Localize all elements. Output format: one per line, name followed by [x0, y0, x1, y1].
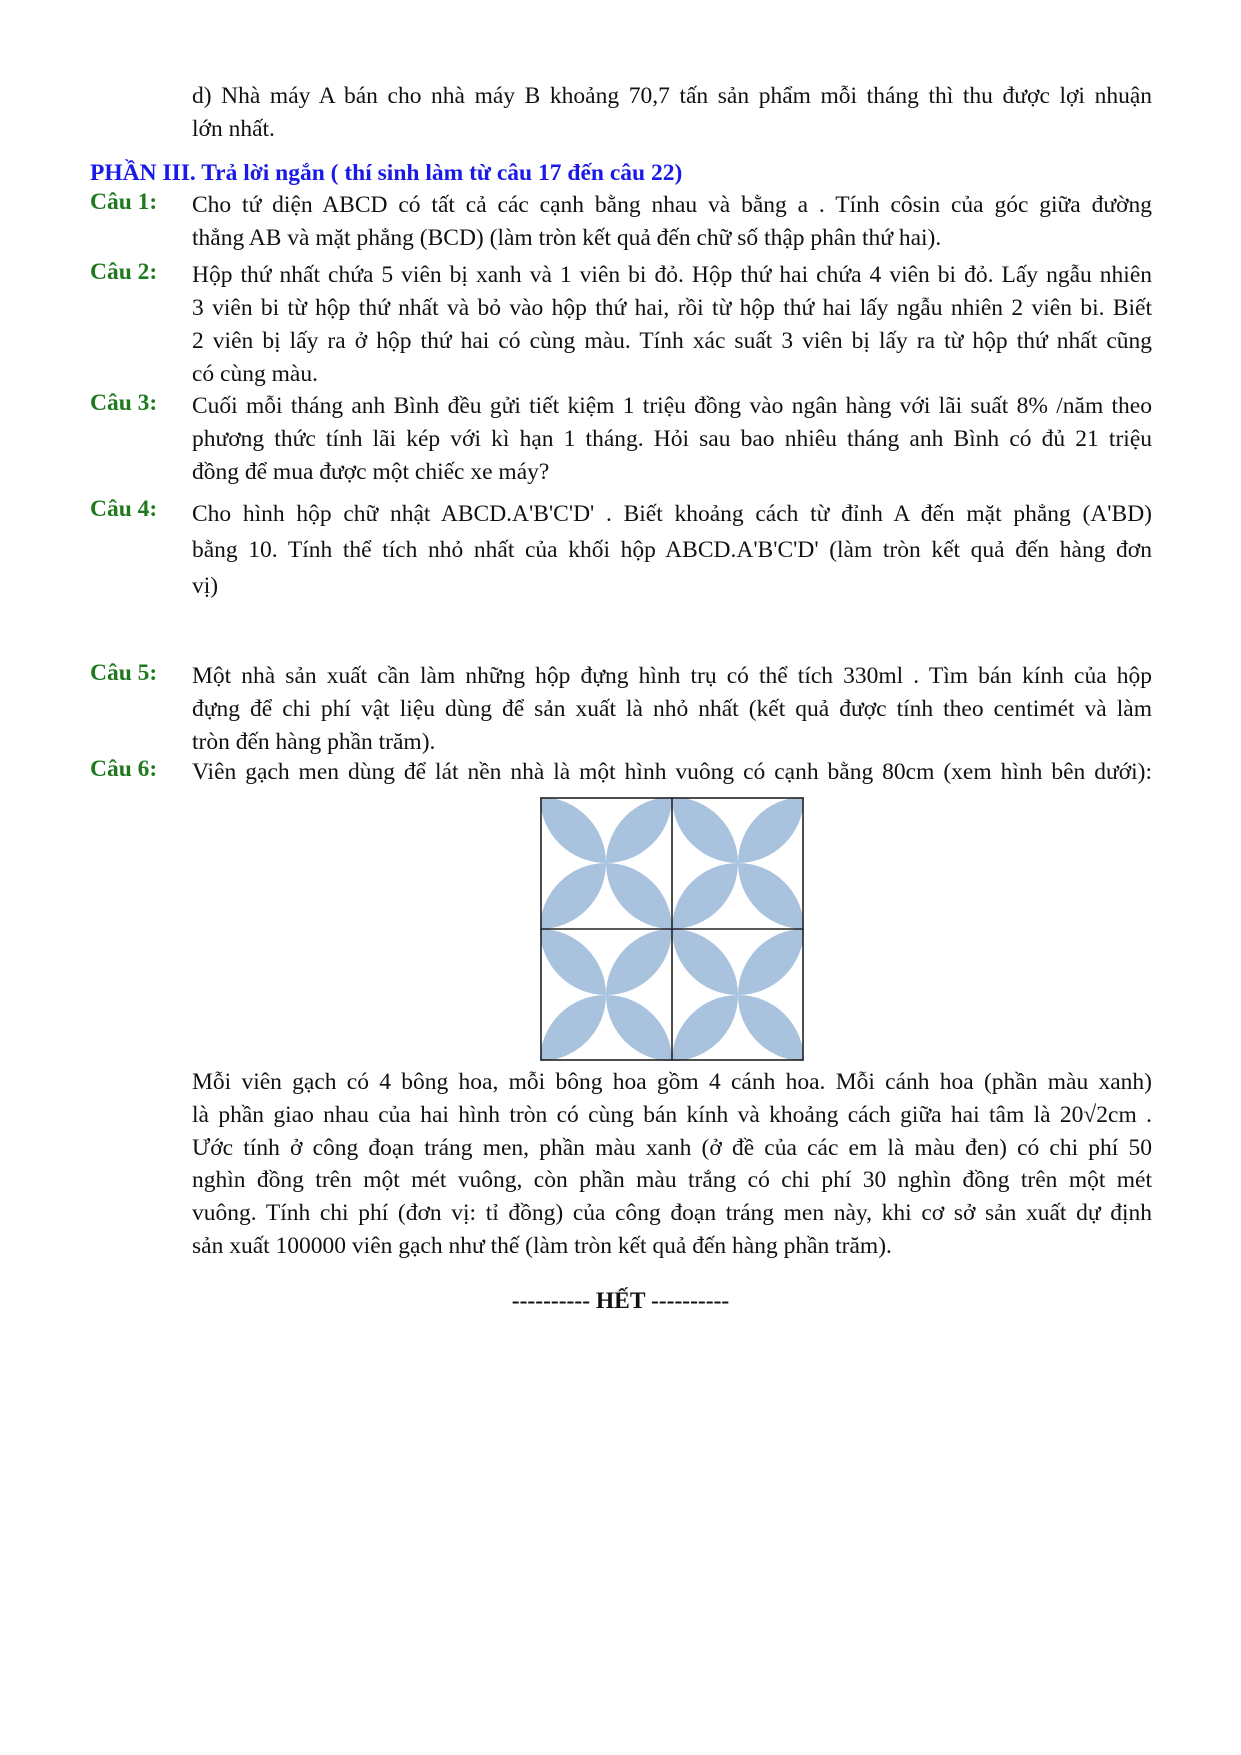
tile-pattern-svg: [540, 797, 804, 1061]
question-5-line-1: Một nhà sản xuất cần làm những hộp đựng hình trụ có thể tích 330ml . Tìm bán kính của hộp: [192, 663, 1152, 689]
question-5-line-2: đựng để chi phí vật liệu dùng để sản xuất là nhỏ nhất (kết quả được tính theo centimét và làm: [192, 696, 1152, 722]
question-2-line-2: 3 viên bi từ hộp thứ nhất và bỏ vào hộp thứ hai, rồi từ hộp thứ hai lấy ngẫu nhiên 2 viên bi. Biết: [192, 295, 1152, 321]
question-1-line-1: Cho tứ diện ABCD có tất cả các cạnh bằng nhau và bằng a . Tính côsin của góc giữa đường: [192, 192, 1152, 218]
question-4-label: Câu 4:: [90, 496, 158, 522]
question-4-line-2: bằng 10. Tính thể tích nhỏ nhất của khối hộp ABCD.A'B'C'D' (làm tròn kết quả đến hàng đơn: [192, 537, 1152, 563]
question-4-line-3: vị): [192, 573, 219, 599]
question-1-label: Câu 1:: [90, 189, 158, 215]
question-1-line-2: thẳng AB và mặt phẳng (BCD) (làm tròn kết quả đến chữ số thập phân thứ hai).: [192, 225, 942, 251]
question-5-label: Câu 5:: [90, 660, 158, 686]
question-4-line-1: Cho hình hộp chữ nhật ABCD.A'B'C'D' . Biết khoảng cách từ đỉnh A đến mặt phẳng (A'BD): [192, 501, 1152, 527]
question-6-label: Câu 6:: [90, 756, 158, 782]
question-1-text: [192, 189, 1152, 255]
petal: [540, 797, 606, 863]
question-5-text: [192, 660, 1152, 759]
question-3-line-1: Cuối mỗi tháng anh Bình đều gửi tiết kiệm 1 triệu đồng vào ngân hàng với lãi suất 8% /năm theo: [192, 393, 1152, 419]
question-6-cont-line-1: Mỗi viên gạch có 4 bông hoa, mỗi bông hoa gồm 4 cánh hoa. Mỗi cánh hoa (phần màu xanh): [192, 1069, 1152, 1095]
end-marker: ---------- HẾT ----------: [511, 1288, 730, 1314]
petal: [606, 863, 672, 929]
question-6-cont-line-2: là phần giao nhau của hai hình tròn có cùng bán kính và khoảng cách giữa hai tâm là 20√2cm .: [192, 1101, 1152, 1128]
petal: [606, 797, 672, 863]
question-6-cont-line-3: Ước tính ở công đoạn tráng men, phần màu xanh (ở đề của các em là màu đen) có chi phí 50: [192, 1134, 1152, 1161]
question-6-continued: [192, 1066, 1152, 1263]
question-6-cont-line-4: nghìn đồng trên một mét vuông, còn phần màu trắng có chi phí 30 nghìn đồng trên một mét: [192, 1167, 1152, 1194]
question-2-line-4: có cùng màu.: [192, 361, 318, 387]
question-3-line-2: phương thức tính lãi kép với kì hạn 1 tháng. Hỏi sau bao nhiêu tháng anh Bình có đủ 21 triệu: [192, 426, 1152, 452]
question-4-text: [192, 496, 1152, 604]
question-3-text: [192, 390, 1152, 489]
question-2-label: Câu 2:: [90, 259, 158, 285]
prev-answer-line-1: d) Nhà máy A bán cho nhà máy B khoảng 70,7 tấn sản phẩm mỗi tháng thì thu được lợi nhuận: [192, 83, 1152, 109]
question-6-line-1: Viên gạch men dùng để lát nền nhà là một hình vuông có cạnh bằng 80cm (xem hình bên dưới):: [192, 759, 1152, 785]
prev-answer-line-2: lớn nhất.: [192, 116, 275, 142]
petal: [540, 863, 606, 929]
question-6-cont-line-6: sản xuất 100000 viên gạch như thế (làm tròn kết quả đến hàng phần trăm).: [192, 1232, 892, 1259]
tile-figure: [540, 797, 804, 1066]
question-6-text: [192, 756, 1152, 789]
question-2-text: [192, 259, 1152, 391]
question-3-label: Câu 3:: [90, 390, 158, 416]
question-2-line-3: 2 viên bị lấy ra ở hộp thứ hai có cùng màu. Tính xác suất 3 viên bị lấy ra từ hộp thứ nhất cũng: [192, 328, 1152, 354]
section-title: PHẦN III. Trả lời ngắn ( thí sinh làm từ câu 17 đến câu 22): [90, 160, 683, 186]
question-2-line-1: Hộp thứ nhất chứa 5 viên bị xanh và 1 viên bi đỏ. Hộp thứ hai chứa 4 viên bi đỏ. Lấy ngẫu nhiên: [192, 262, 1152, 288]
prev-answer: [192, 80, 1152, 146]
question-3-line-3: đồng để mua được một chiếc xe máy?: [192, 459, 550, 485]
question-6-cont-line-5: vuông. Tính chi phí (đơn vị: tỉ đồng) của công đoạn tráng men này, khi cơ sở sản xuất dự định: [192, 1200, 1152, 1227]
question-5-line-3: tròn đến hàng phần trăm).: [192, 729, 436, 755]
